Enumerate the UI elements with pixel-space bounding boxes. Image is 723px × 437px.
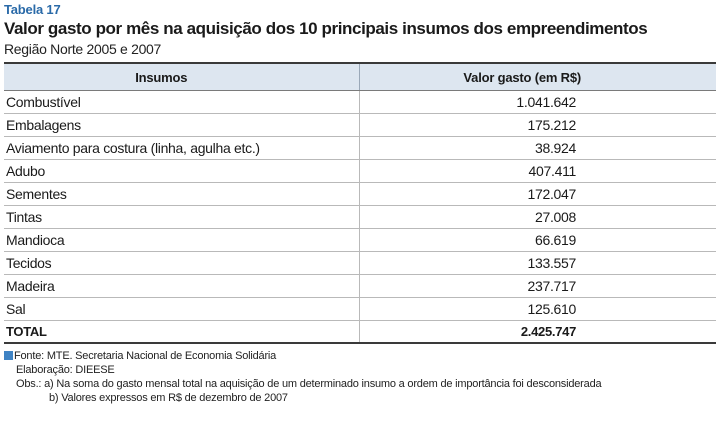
row-value: 1.041.642 <box>359 91 716 114</box>
table-row <box>4 206 716 229</box>
source-text: Fonte: MTE. Secretaria Nacional de Economia Solidária <box>14 350 277 362</box>
table-row <box>4 160 716 183</box>
table-title: Valor gasto por mês na aquisição dos 10 principais insumos dos empreendimentos <box>4 19 648 38</box>
row-value: 237.717 <box>359 275 716 298</box>
table-row <box>4 275 716 298</box>
table-document <box>4 2 716 405</box>
table-number: Tabela 17 <box>4 2 61 17</box>
elaboration-note: Elaboração: DIEESE <box>16 364 115 376</box>
observation-b: b) Valores expressos em R$ de dezembro de 2007 <box>49 392 288 404</box>
row-name: Sal <box>4 298 359 321</box>
row-name: Combustível <box>4 91 359 114</box>
table-row <box>4 183 716 206</box>
total-row <box>4 321 716 344</box>
row-value: 175.212 <box>359 114 716 137</box>
table-row <box>4 137 716 160</box>
source-note <box>4 349 716 363</box>
table-row <box>4 252 716 275</box>
row-name: Aviamento para costura (linha, agulha etc.) <box>4 137 359 160</box>
row-name: Embalagens <box>4 114 359 137</box>
table-row <box>4 298 716 321</box>
column-header-valor: Valor gasto (em R$) <box>359 64 716 91</box>
row-name: Madeira <box>4 275 359 298</box>
total-label: TOTAL <box>4 321 359 344</box>
row-value: 125.610 <box>359 298 716 321</box>
table-row <box>4 91 716 114</box>
row-value: 407.411 <box>359 160 716 183</box>
row-value: 133.557 <box>359 252 716 275</box>
data-table <box>4 64 716 344</box>
table-row <box>4 114 716 137</box>
table-subtitle: Região Norte 2005 e 2007 <box>4 41 162 57</box>
row-name: Adubo <box>4 160 359 183</box>
row-value: 66.619 <box>359 229 716 252</box>
row-name: Sementes <box>4 183 359 206</box>
row-name: Tecidos <box>4 252 359 275</box>
row-name: Mandioca <box>4 229 359 252</box>
footnotes <box>4 349 716 405</box>
total-value: 2.425.747 <box>359 321 716 344</box>
source-marker-icon <box>4 351 13 360</box>
row-value: 172.047 <box>359 183 716 206</box>
row-value: 38.924 <box>359 137 716 160</box>
row-name: Tintas <box>4 206 359 229</box>
column-header-insumos: Insumos <box>4 64 359 91</box>
row-value: 27.008 <box>359 206 716 229</box>
table-row <box>4 229 716 252</box>
header-row <box>4 64 716 91</box>
observation-a: Obs.: a) Na soma do gasto mensal total na aquisição de um determinado insumo a ordem de importância foi desconsiderada <box>16 378 602 390</box>
